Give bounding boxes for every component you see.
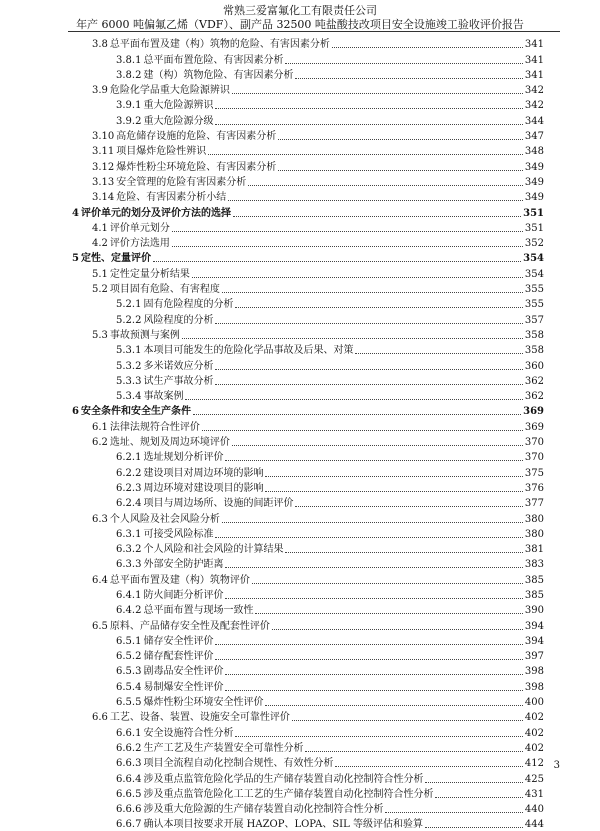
toc-dot-leader xyxy=(252,583,523,584)
toc-entry-number: 6.2.2 xyxy=(116,467,142,479)
toc-entry-number: 5.3 xyxy=(92,329,108,341)
toc-entry[interactable] xyxy=(72,495,544,510)
toc-entry-page: 375 xyxy=(524,467,544,479)
toc-entry-page: 347 xyxy=(524,131,544,143)
toc-dot-leader xyxy=(332,47,523,48)
toc-entry-page: 385 xyxy=(524,574,544,586)
toc-dot-leader xyxy=(232,93,523,94)
toc-entry-page: 397 xyxy=(524,651,544,663)
toc-entry[interactable] xyxy=(72,418,544,433)
toc-entry-title: 定性、定量评价 xyxy=(80,253,151,265)
toc-dot-leader xyxy=(215,384,522,385)
toc-dot-leader xyxy=(265,705,522,706)
toc-entry[interactable] xyxy=(72,388,544,403)
toc-entry-page: 431 xyxy=(524,788,544,800)
toc-entry-page: 354 xyxy=(524,268,544,280)
toc-entry-page: 381 xyxy=(524,544,544,556)
toc-entry-page: 369 xyxy=(523,406,544,418)
toc-entry-title: 涉及重点监管危险化工工艺的生产储存装置自动化控制符合性分析 xyxy=(143,788,434,800)
toc-entry-title: 高危储存设施的危险、有害因素分析 xyxy=(116,131,277,143)
toc-entry[interactable] xyxy=(72,587,544,602)
toc-entry[interactable] xyxy=(72,235,544,250)
toc-entry-page: 400 xyxy=(524,697,544,709)
toc-entry-number: 3.10 xyxy=(92,131,115,143)
toc-entry-page: 342 xyxy=(524,100,544,112)
toc-entry-title: 涉及重大危险源的生产储存装置自动化控制符合性分析 xyxy=(143,804,384,816)
toc-entry[interactable] xyxy=(72,296,544,311)
toc-dot-leader xyxy=(248,185,523,186)
toc-entry-page: 362 xyxy=(524,391,544,403)
toc-entry[interactable] xyxy=(72,663,544,678)
toc-entry-number: 5.2.2 xyxy=(116,314,142,326)
toc-dot-leader xyxy=(385,812,522,813)
toc-entry-number: 4.2 xyxy=(92,238,108,250)
toc-entry[interactable] xyxy=(72,449,544,464)
toc-entry-page: 358 xyxy=(524,345,544,357)
toc-entry-page: 394 xyxy=(524,635,544,647)
toc-entry-number: 5.2.1 xyxy=(116,299,142,311)
toc-entry-number: 6 xyxy=(72,406,79,418)
toc-entry-page: 351 xyxy=(523,207,544,219)
toc-entry-number: 6.1 xyxy=(92,421,108,433)
toc-entry-title: 爆炸性粉尘环境安全性评价 xyxy=(143,697,264,709)
toc-entry-number: 3.11 xyxy=(92,146,115,158)
toc-entry[interactable] xyxy=(72,648,544,663)
toc-entry[interactable] xyxy=(72,281,544,296)
toc-dot-leader xyxy=(285,63,522,64)
toc-entry-title: 周边环境对建设项目的影响 xyxy=(143,482,264,494)
toc-entry-title: 储存安全性评价 xyxy=(143,635,214,647)
toc-entry-title: 选址规划分析评价 xyxy=(143,452,224,464)
toc-dot-leader xyxy=(215,537,522,538)
toc-dot-leader xyxy=(425,782,522,783)
toc-entry[interactable] xyxy=(72,265,544,280)
toc-dot-leader xyxy=(235,736,522,737)
toc-entry-number: 5.3.2 xyxy=(116,360,142,372)
toc-entry[interactable] xyxy=(72,67,544,82)
toc-entry-title: 储存配套性评价 xyxy=(143,651,214,663)
toc-dot-leader xyxy=(225,567,522,568)
toc-entry-page: 370 xyxy=(524,437,544,449)
toc-dot-leader xyxy=(295,506,522,507)
toc-entry-number: 6.3.3 xyxy=(116,559,142,571)
toc-entry-number: 4 xyxy=(72,207,79,219)
toc-dot-leader xyxy=(182,338,523,339)
toc-entry-page: 402 xyxy=(524,712,544,724)
toc-entry-page: 440 xyxy=(524,804,544,816)
toc-entry[interactable] xyxy=(72,143,544,158)
toc-entry-title: 外部安全防护距离 xyxy=(143,559,224,571)
toc-entry[interactable] xyxy=(72,112,544,127)
toc-entry-number: 3.9 xyxy=(92,85,108,97)
toc-dot-leader xyxy=(425,827,523,828)
toc-entry-page: 370 xyxy=(524,452,544,464)
toc-entry-page: 369 xyxy=(524,421,544,433)
header-divider xyxy=(68,31,560,32)
toc-entry-title: 个人风险及社会风险分析 xyxy=(109,513,220,525)
toc-entry[interactable] xyxy=(72,678,544,693)
toc-entry-title: 重大危险源分级 xyxy=(143,115,214,127)
toc-dot-leader xyxy=(185,399,522,400)
toc-dot-leader xyxy=(225,598,522,599)
toc-dot-leader xyxy=(232,445,523,446)
toc-entry-number: 6.6.3 xyxy=(116,758,142,770)
toc-entry-page: 352 xyxy=(524,238,544,250)
toc-dot-leader xyxy=(215,323,522,324)
toc-entry-number: 3.8.2 xyxy=(116,69,142,81)
toc-dot-leader xyxy=(215,369,522,370)
toc-entry-number: 3.14 xyxy=(92,192,115,204)
toc-entry-number: 6.6.6 xyxy=(116,804,142,816)
toc-entry-number: 6.2.1 xyxy=(116,452,142,464)
toc-entry-title: 项目爆炸危险性辨识 xyxy=(116,146,207,158)
toc-entry-title: 多米诺效应分析 xyxy=(143,360,214,372)
toc-entry[interactable] xyxy=(72,189,544,204)
toc-entry-page: 412 xyxy=(524,758,544,770)
toc-dot-leader xyxy=(265,476,522,477)
toc-entry[interactable] xyxy=(72,464,544,479)
toc-entry-number: 6.5.3 xyxy=(116,666,142,678)
toc-entry-title: 事故预测与案例 xyxy=(109,329,180,341)
toc-entry[interactable] xyxy=(72,82,544,97)
toc-entry-number: 3.9.2 xyxy=(116,115,142,127)
toc-entry-number: 3.8.1 xyxy=(116,54,142,66)
table-of-contents xyxy=(72,36,544,831)
toc-entry-title: 总平面布置及建（构）筑物评价 xyxy=(109,574,250,586)
toc-entry[interactable] xyxy=(72,617,544,632)
toc-entry-number: 5.1 xyxy=(92,268,108,280)
toc-entry[interactable] xyxy=(72,311,544,326)
toc-entry-number: 6.6.7 xyxy=(116,819,142,831)
toc-entry-page: 349 xyxy=(524,192,544,204)
page-number: 3 xyxy=(553,760,560,771)
toc-dot-leader xyxy=(292,720,523,721)
toc-entry-page: 425 xyxy=(524,773,544,785)
toc-entry-number: 6.6 xyxy=(92,712,108,724)
toc-entry[interactable] xyxy=(72,250,544,265)
toc-entry[interactable] xyxy=(72,403,544,418)
toc-entry-title: 评价方法选用 xyxy=(109,238,170,250)
toc-entry-number: 5.3.1 xyxy=(116,345,142,357)
toc-entry-title: 防火间距分析评价 xyxy=(143,589,224,601)
toc-dot-leader xyxy=(295,78,522,79)
toc-dot-leader xyxy=(335,766,522,767)
toc-dot-leader xyxy=(225,460,522,461)
toc-dot-leader xyxy=(215,108,522,109)
toc-entry-title: 原料、产品储存安全性及配套性评价 xyxy=(109,620,270,632)
toc-entry-number: 3.13 xyxy=(92,176,115,188)
toc-dot-leader xyxy=(222,522,523,523)
toc-entry-page: 380 xyxy=(524,513,544,525)
toc-entry-number: 6.5.2 xyxy=(116,651,142,663)
page-header xyxy=(0,4,600,32)
company-name: 常熟三爱富氟化工有限责任公司 xyxy=(223,4,377,17)
toc-entry-title: 涉及重点监管危险化学品的生产储存装置自动化控制符合性分析 xyxy=(143,773,424,785)
toc-entry-title: 总平面布置及建（构）筑物的危险、有害因素分析 xyxy=(109,39,330,51)
toc-entry-page: 349 xyxy=(524,161,544,173)
toc-entry[interactable] xyxy=(72,373,544,388)
toc-entry-page: 355 xyxy=(524,299,544,311)
toc-entry-page: 398 xyxy=(524,681,544,693)
toc-entry-page: 351 xyxy=(524,222,544,234)
toc-entry-page: 380 xyxy=(524,528,544,540)
toc-entry-page: 383 xyxy=(524,559,544,571)
toc-entry-title: 事故案例 xyxy=(143,391,184,403)
toc-entry[interactable] xyxy=(72,724,544,739)
toc-dot-leader xyxy=(278,170,523,171)
toc-entry[interactable] xyxy=(72,342,544,357)
toc-entry-page: 358 xyxy=(524,329,544,341)
toc-entry[interactable] xyxy=(72,633,544,648)
toc-entry-page: 355 xyxy=(524,284,544,296)
toc-entry-title: 建设项目对周边环境的影响 xyxy=(143,467,264,479)
toc-entry-page: 376 xyxy=(524,482,544,494)
toc-entry-title: 确认本项目按要求开展 HAZOP、LOPA、SIL 等级评估和验算 xyxy=(143,819,423,831)
toc-entry[interactable] xyxy=(72,526,544,541)
toc-entry-title: 危险、有害因素分析小结 xyxy=(116,192,227,204)
toc-entry-page: 362 xyxy=(524,375,544,387)
toc-entry-title: 安全管理的危险有害因素分析 xyxy=(116,176,247,188)
toc-entry[interactable] xyxy=(72,434,544,449)
toc-entry-number: 6.3.2 xyxy=(116,544,142,556)
toc-entry-number: 3.12 xyxy=(92,161,115,173)
toc-entry-title: 评价单元的划分及评价方法的选择 xyxy=(80,207,231,219)
toc-entry-page: 349 xyxy=(524,176,544,188)
toc-entry-page: 342 xyxy=(524,85,544,97)
toc-entry-title: 危险化学品重大危险源辨识 xyxy=(109,85,230,97)
toc-entry-title: 定性定量分析结果 xyxy=(109,268,190,280)
toc-entry[interactable] xyxy=(72,158,544,173)
toc-entry[interactable] xyxy=(72,51,544,66)
toc-entry-number: 6.4 xyxy=(92,574,108,586)
toc-entry-number: 6.6.5 xyxy=(116,788,142,800)
toc-entry-page: 344 xyxy=(524,115,544,127)
toc-entry-number: 6.6.4 xyxy=(116,773,142,785)
toc-entry-title: 个人风险和社会风险的计算结果 xyxy=(143,544,284,556)
toc-entry-page: 348 xyxy=(524,146,544,158)
toc-entry-title: 工艺、设备、装置、设施安全可靠性评价 xyxy=(109,712,290,724)
toc-entry-title: 爆炸性粉尘环境危险、有害因素分析 xyxy=(116,161,277,173)
toc-dot-leader xyxy=(228,200,523,201)
toc-entry-page: 357 xyxy=(524,314,544,326)
toc-dot-leader xyxy=(172,246,523,247)
toc-dot-leader xyxy=(255,613,522,614)
toc-entry-page: 360 xyxy=(524,360,544,372)
toc-entry-number: 6.5 xyxy=(92,620,108,632)
toc-dot-leader xyxy=(153,261,521,262)
toc-dot-leader xyxy=(265,491,522,492)
toc-entry-number: 6.5.1 xyxy=(116,635,142,647)
toc-entry-title: 易制爆安全性评价 xyxy=(143,681,224,693)
toc-dot-leader xyxy=(202,430,523,431)
toc-entry[interactable] xyxy=(72,786,544,801)
toc-dot-leader xyxy=(215,124,522,125)
toc-dot-leader xyxy=(355,353,522,354)
toc-dot-leader xyxy=(235,307,522,308)
toc-entry-page: 385 xyxy=(524,589,544,601)
toc-entry-page: 402 xyxy=(524,742,544,754)
toc-entry-page: 377 xyxy=(524,498,544,510)
toc-entry-number: 6.3.1 xyxy=(116,528,142,540)
toc-entry[interactable] xyxy=(72,571,544,586)
toc-entry-number: 5 xyxy=(72,253,79,265)
toc-entry[interactable] xyxy=(72,709,544,724)
toc-entry-page: 394 xyxy=(524,620,544,632)
toc-entry-title: 总平面布置危险、有害因素分析 xyxy=(143,54,284,66)
toc-entry[interactable] xyxy=(72,480,544,495)
toc-dot-leader xyxy=(172,231,523,232)
toc-entry-title: 建（构）筑物危险、有害因素分析 xyxy=(143,69,294,81)
toc-entry[interactable] xyxy=(72,36,544,51)
toc-entry-title: 剧毒品安全性评价 xyxy=(143,666,224,678)
toc-entry-number: 6.5.5 xyxy=(116,697,142,709)
toc-entry-title: 安全条件和安全生产条件 xyxy=(80,406,191,418)
toc-dot-leader xyxy=(225,690,522,691)
toc-dot-leader xyxy=(272,629,523,630)
toc-entry-number: 6.2.4 xyxy=(116,498,142,510)
toc-entry[interactable] xyxy=(72,816,544,831)
report-title: 年产 6000 吨偏氟乙烯（VDF）、副产品 32500 吨盐酸技改项目安全设施竣工验收评价报告 xyxy=(76,18,524,31)
toc-entry-title: 项目全流程自动化控制合规性、有效性分析 xyxy=(143,758,334,770)
toc-dot-leader xyxy=(193,414,521,415)
toc-entry[interactable] xyxy=(72,541,544,556)
toc-entry[interactable] xyxy=(72,220,544,235)
toc-dot-leader xyxy=(208,154,523,155)
toc-entry-number: 6.2 xyxy=(92,437,108,449)
toc-entry-page: 402 xyxy=(524,727,544,739)
toc-dot-leader xyxy=(278,139,523,140)
toc-entry-number: 6.5.4 xyxy=(116,681,142,693)
toc-entry-number: 4.1 xyxy=(92,222,108,234)
toc-dot-leader xyxy=(225,674,522,675)
toc-dot-leader xyxy=(222,292,523,293)
toc-dot-leader xyxy=(233,216,521,217)
toc-entry-title: 法律法规符合性评价 xyxy=(109,421,200,433)
toc-entry-number: 3.9.1 xyxy=(116,100,142,112)
toc-entry[interactable] xyxy=(72,204,544,219)
toc-entry-title: 评价单元划分 xyxy=(109,222,170,234)
toc-entry-number: 6.4.2 xyxy=(116,605,142,617)
toc-entry-page: 341 xyxy=(524,69,544,81)
toc-dot-leader xyxy=(435,797,522,798)
toc-entry[interactable] xyxy=(72,755,544,770)
toc-entry[interactable] xyxy=(72,327,544,342)
toc-entry[interactable] xyxy=(72,740,544,755)
toc-dot-leader xyxy=(305,751,522,752)
toc-entry-page: 354 xyxy=(523,253,544,265)
toc-entry-number: 6.2.3 xyxy=(116,482,142,494)
toc-entry[interactable] xyxy=(72,602,544,617)
toc-entry-page: 341 xyxy=(524,39,544,51)
toc-entry[interactable] xyxy=(72,510,544,525)
toc-entry-title: 安全设施符合性分析 xyxy=(143,727,234,739)
toc-entry-number: 6.6.1 xyxy=(116,727,142,739)
toc-entry-number: 5.2 xyxy=(92,284,108,296)
toc-entry[interactable] xyxy=(72,128,544,143)
toc-entry[interactable] xyxy=(72,770,544,785)
toc-entry-number: 3.8 xyxy=(92,39,108,51)
toc-entry-page: 341 xyxy=(524,54,544,66)
toc-entry-page: 390 xyxy=(524,605,544,617)
toc-entry-title: 选址、规划及周边环境评价 xyxy=(109,437,230,449)
toc-entry-page: 398 xyxy=(524,666,544,678)
toc-dot-leader xyxy=(285,552,522,553)
toc-entry-number: 6.3 xyxy=(92,513,108,525)
toc-entry-title: 项目固有危险、有害程度 xyxy=(109,284,220,296)
toc-entry-page: 444 xyxy=(524,819,544,831)
toc-entry[interactable] xyxy=(72,556,544,571)
toc-entry[interactable] xyxy=(72,97,544,112)
toc-entry-title: 风险程度的分析 xyxy=(143,314,214,326)
toc-entry-number: 6.6.2 xyxy=(116,742,142,754)
toc-entry[interactable] xyxy=(72,801,544,816)
toc-entry-title: 总平面布置与现场一致性 xyxy=(143,605,254,617)
toc-entry[interactable] xyxy=(72,357,544,372)
toc-entry-title: 重大危险源辨识 xyxy=(143,100,214,112)
toc-entry-title: 可接受风险标准 xyxy=(143,528,214,540)
toc-entry-title: 试生产事故分析 xyxy=(143,375,214,387)
toc-entry-title: 本项目可能发生的危险化学品事故及后果、对策 xyxy=(143,345,354,357)
toc-entry[interactable] xyxy=(72,694,544,709)
toc-entry-number: 5.3.4 xyxy=(116,391,142,403)
toc-entry-title: 生产工艺及生产装置安全可靠性分析 xyxy=(143,742,304,754)
toc-entry[interactable] xyxy=(72,174,544,189)
toc-entry-title: 项目与周边场所、设施的间距评价 xyxy=(143,498,294,510)
toc-dot-leader xyxy=(215,659,522,660)
toc-entry-number: 5.3.3 xyxy=(116,375,142,387)
toc-dot-leader xyxy=(192,277,523,278)
toc-entry-number: 6.4.1 xyxy=(116,589,142,601)
toc-dot-leader xyxy=(215,644,522,645)
toc-entry-title: 固有危险程度的分析 xyxy=(143,299,234,311)
